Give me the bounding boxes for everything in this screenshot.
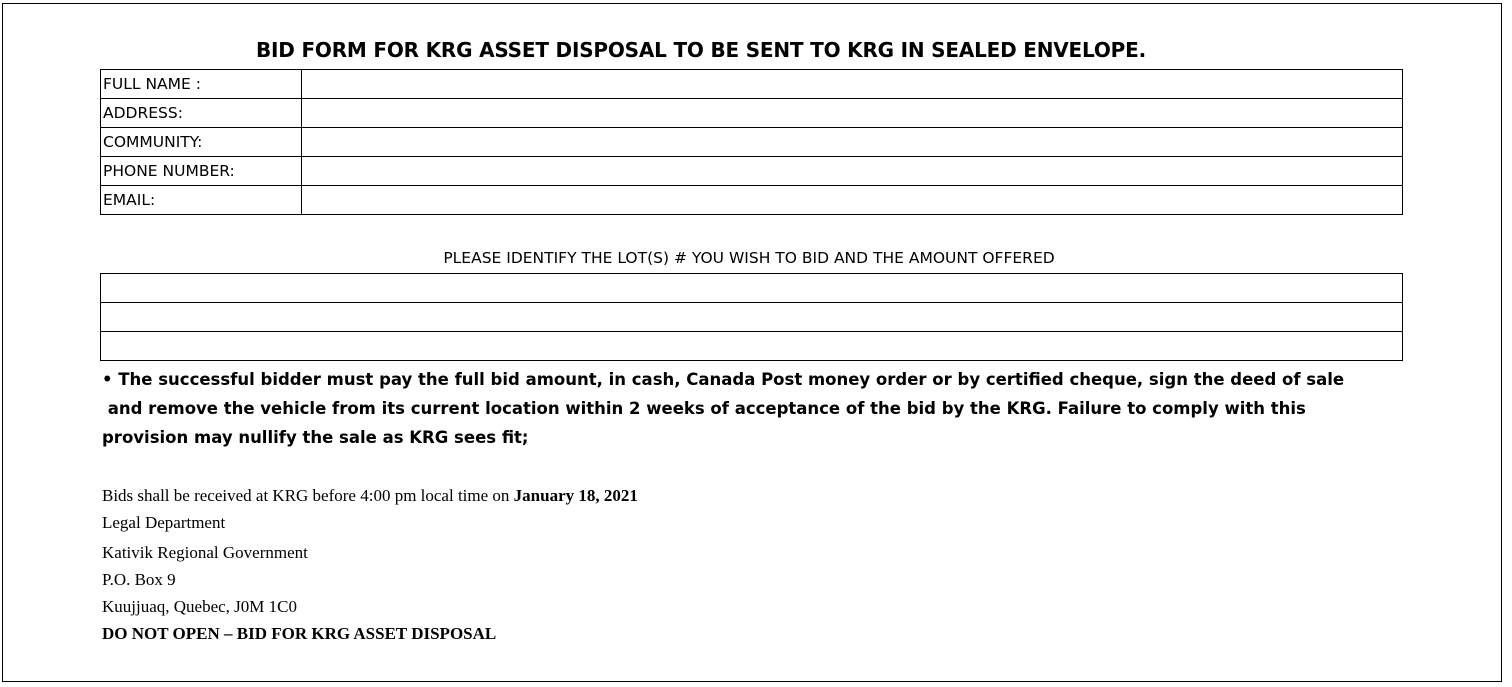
phone-number-field[interactable] bbox=[302, 157, 1403, 186]
table-row bbox=[101, 303, 1403, 332]
email-field[interactable] bbox=[302, 186, 1403, 215]
table-row bbox=[101, 332, 1403, 361]
department: Legal Department bbox=[102, 513, 226, 532]
lot-bid-field-1[interactable] bbox=[101, 274, 1403, 303]
lots-table bbox=[100, 273, 1403, 361]
envelope-label bbox=[102, 620, 638, 647]
submission-details bbox=[102, 482, 638, 647]
deadline-line bbox=[102, 482, 638, 509]
address-field[interactable] bbox=[302, 99, 1403, 128]
notice-line: • The successful bidder must pay the full bid amount, in cash, Canada Post money order or by certified cheque, sign the deed of sale bbox=[102, 370, 1345, 389]
deadline-text: Bids shall be received at KRG before 4:00 pm local time on bbox=[102, 486, 514, 505]
organization: Kativik Regional Government bbox=[102, 543, 308, 562]
full-name-field[interactable] bbox=[302, 70, 1403, 99]
deadline-date: January 18, 2021 bbox=[513, 486, 638, 505]
po-box: P.O. Box 9 bbox=[102, 570, 176, 589]
envelope-label-text: DO NOT OPEN – BID FOR KRG ASSET DISPOSAL bbox=[102, 624, 497, 643]
table-row bbox=[101, 70, 1403, 99]
field-label-full-name: FULL NAME : bbox=[101, 70, 302, 99]
form-title: BID FORM FOR KRG ASSET DISPOSAL TO BE SENT TO KRG IN SEALED ENVELOPE. bbox=[256, 38, 1146, 62]
lot-bid-field-2[interactable] bbox=[101, 303, 1403, 332]
city: Kuujjuaq, Quebec, J0M 1C0 bbox=[102, 597, 298, 616]
payment-notice bbox=[102, 365, 1362, 452]
table-row bbox=[101, 99, 1403, 128]
bidder-info-table bbox=[100, 69, 1403, 215]
table-row bbox=[101, 128, 1403, 157]
lots-heading: PLEASE IDENTIFY THE LOT(S) # YOU WISH TO BID AND THE AMOUNT OFFERED bbox=[443, 249, 1055, 267]
community-field[interactable] bbox=[302, 128, 1403, 157]
table-row bbox=[101, 157, 1403, 186]
lot-bid-field-3[interactable] bbox=[101, 332, 1403, 361]
field-label-address: ADDRESS: bbox=[101, 99, 302, 128]
notice-line: provision may nullify the sale as KRG sees fit; bbox=[102, 428, 529, 447]
field-label-phone-number: PHONE NUMBER: bbox=[101, 157, 302, 186]
table-row bbox=[101, 186, 1403, 215]
field-label-community: COMMUNITY: bbox=[101, 128, 302, 157]
field-label-email: EMAIL: bbox=[101, 186, 302, 215]
notice-line: and remove the vehicle from its current location within 2 weeks of acceptance of the bid by the KRG. Failure to comply with this bbox=[102, 399, 1306, 418]
table-row bbox=[101, 274, 1403, 303]
